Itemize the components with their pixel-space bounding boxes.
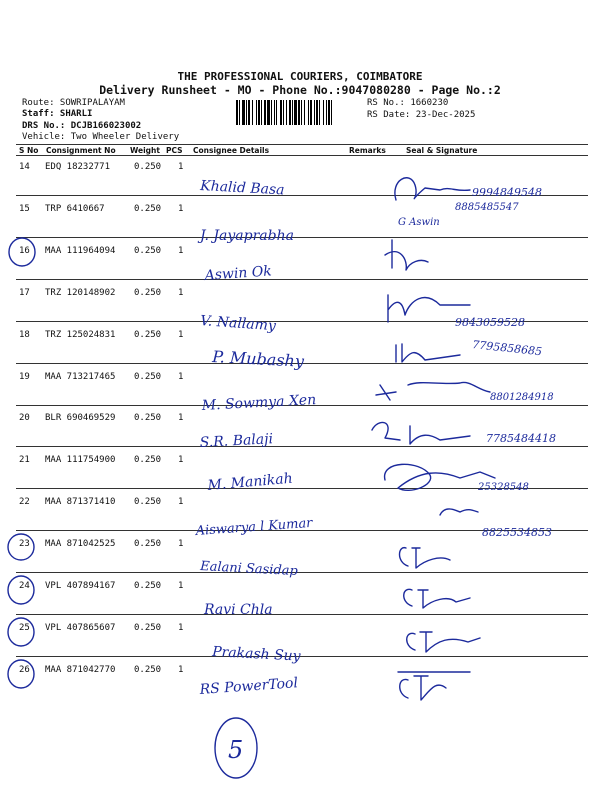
row-weight: 0.250 [134, 287, 162, 298]
row-pcs: 1 [178, 581, 184, 591]
consignee-sign-23: Ealani Sasidap [199, 559, 299, 580]
row-consignment-no: TRZ 125024831 [45, 329, 116, 340]
row-sno: 15 [19, 203, 30, 214]
barcode-image [236, 100, 364, 125]
row-consignment-no: TRZ 120148902 [45, 287, 116, 298]
signature-19 [376, 382, 490, 400]
row-weight: 0.250 [134, 455, 162, 466]
row-sno: 20 [19, 413, 30, 424]
barcode-bar [248, 100, 250, 125]
barcode-bar [280, 100, 282, 125]
tally-mark [215, 718, 257, 778]
row-sno: 25 [19, 622, 30, 633]
col-seal-signature: Seal & Signature [406, 146, 478, 155]
drs-number: DRS No.: DCJB166023002 [22, 121, 142, 131]
row-sno: 21 [19, 455, 30, 466]
row-pcs: 1 [178, 162, 184, 172]
col-consignee: Consignee Details [193, 146, 270, 155]
barcode-bar [236, 100, 238, 125]
row-divider [16, 363, 588, 364]
consignee-sign-20: S.R. Balaji [199, 431, 274, 451]
barcode-bar [316, 100, 318, 125]
route-label: Route: SOWRIPALAYAM [22, 98, 125, 108]
row-sno: 26 [19, 664, 30, 675]
row-sno: 23 [19, 539, 30, 550]
tally-circle [215, 718, 257, 778]
signature-23 [400, 548, 451, 568]
barcode-bar [289, 100, 291, 125]
header-rule-top [16, 144, 588, 145]
signature-22 [440, 509, 478, 515]
barcode-bar [328, 100, 330, 125]
signature-21 [385, 464, 495, 490]
row-pcs: 1 [178, 497, 184, 508]
row-weight: 0.250 [134, 162, 162, 172]
signature-phone-22: 8825534853 [482, 526, 552, 539]
consignee-sign-15: J. Jayaprabha [200, 228, 294, 244]
row-pcs: 1 [178, 539, 184, 550]
signature-26 [400, 676, 446, 700]
row-weight: 0.250 [134, 371, 162, 382]
barcode-bar [286, 100, 287, 125]
consignee-sign-18: P. Mubashy [211, 347, 305, 371]
row-weight: 0.250 [134, 497, 162, 508]
row-sno: 17 [19, 287, 30, 298]
col-sno: S No [19, 146, 39, 155]
row-sno: 14 [19, 162, 30, 172]
row-consignment-no: MAA 871042525 [45, 539, 116, 550]
consignee-sign-24: Ravi Chla [204, 602, 273, 618]
barcode-bar [298, 100, 300, 125]
row-pcs: 1 [178, 664, 184, 675]
barcode-bar [274, 100, 275, 125]
signature-24 [404, 589, 470, 608]
barcode-bar [271, 100, 272, 125]
row-consignment-no: TRP 6410667 [45, 203, 105, 214]
barcode-bar [261, 100, 262, 125]
row-consignment-no: MAA 111754900 [45, 455, 116, 466]
seal-signatures [372, 178, 556, 700]
row-divider [16, 488, 588, 489]
row-divider [16, 195, 588, 196]
row-divider [16, 321, 588, 322]
row-pcs: 1 [178, 455, 184, 466]
vehicle-label: Vehicle: Two Wheeler Delivery [22, 132, 180, 142]
signature-17 [388, 295, 470, 322]
barcode-bar [292, 100, 293, 125]
barcode-bar [331, 100, 332, 125]
row-divider [16, 572, 588, 573]
row-weight: 0.250 [134, 413, 162, 424]
barcode-bar [264, 100, 266, 125]
barcode-bar [256, 100, 257, 125]
barcode-bar [294, 100, 297, 125]
row-divider [16, 279, 588, 280]
barcode-bar [283, 100, 284, 125]
row-divider [16, 446, 588, 447]
col-remarks: Remarks [349, 146, 386, 155]
row-consignment-no: MAA 871042770 [45, 664, 116, 675]
row-divider [16, 614, 588, 615]
col-consignment: Consignment No [46, 146, 116, 155]
consignee-sign-16: Aswin Ok [204, 263, 273, 284]
row-sno: 19 [19, 371, 30, 382]
row-weight: 0.250 [134, 245, 162, 256]
signature-20 [372, 422, 470, 444]
row-pcs: 1 [178, 287, 184, 298]
row-weight: 0.250 [134, 622, 162, 633]
consignee-handwriting [194, 178, 316, 698]
tally-count: 5 [228, 736, 244, 764]
row-pcs: 1 [178, 371, 184, 382]
signature-25 [407, 632, 480, 652]
row-divider [16, 237, 588, 238]
row-sno: 24 [19, 581, 30, 591]
row-pcs: 1 [178, 413, 184, 424]
row-consignment-no: VPL 407865607 [45, 622, 116, 633]
barcode-bar [310, 100, 312, 125]
consignee-sign-17: V. Nallamy [199, 313, 277, 335]
barcode-bar [242, 100, 245, 125]
rs-number: RS No.: 1660230 [367, 98, 449, 108]
signature-phone-18: 7795858685 [471, 338, 543, 359]
row-divider [16, 405, 588, 406]
barcode-bar [308, 100, 309, 125]
signature-phone-19: 8801284918 [490, 392, 554, 403]
document-subtitle: Delivery Runsheet - MO - Phone No.:9047080280 - Page No.:2 [99, 83, 501, 97]
barcode-bar [326, 100, 327, 125]
signature-phone-15: 8885485547 [455, 202, 519, 213]
consignee-sign-21: M. Manikah [206, 470, 294, 494]
row-weight: 0.250 [134, 539, 162, 550]
consignee-sign-22: Aiswarya l Kumar [195, 515, 313, 539]
barcode-bar [323, 100, 324, 125]
signature-phone-21: 25328548 [478, 482, 529, 493]
row-pcs: 1 [178, 245, 184, 256]
barcode-bar [246, 100, 247, 125]
row-divider [16, 530, 588, 531]
row-weight: 0.250 [134, 329, 162, 340]
barcode-bar [314, 100, 315, 125]
row-pcs: 1 [178, 622, 184, 633]
barcode-bar [304, 100, 305, 125]
staff-label: Staff: SHARLI [22, 109, 93, 119]
row-pcs: 1 [178, 329, 184, 340]
consignee-sign-14: Khalid Basa [199, 178, 285, 199]
barcode-bar [252, 100, 253, 125]
barcode-bar [301, 100, 302, 125]
consignee-sign-25: Prakash Suy [211, 644, 301, 665]
header-rule-bottom [16, 155, 588, 156]
row-consignment-no: MAA 713217465 [45, 371, 116, 382]
row-divider [16, 656, 588, 657]
barcode-bar [239, 100, 240, 125]
signature-phone-14: 9994849548 [472, 186, 542, 199]
barcode-bar [276, 100, 277, 125]
signature-phone-20: 7785484418 [486, 432, 556, 445]
row-pcs: 1 [178, 203, 184, 214]
signature-15: G Aswin [398, 217, 440, 228]
signature-16 [385, 240, 428, 270]
signature-14 [395, 178, 470, 200]
row-consignment-no: BLR 690469529 [45, 413, 116, 424]
row-sno: 16 [19, 245, 30, 256]
consignee-sign-26: RS PowerTool [199, 675, 299, 698]
barcode-bar [258, 100, 260, 125]
row-consignment-no: VPL 407894167 [45, 581, 116, 591]
col-pcs: PCS [166, 146, 183, 155]
document-title: THE PROFESSIONAL COURIERS, COIMBATORE [177, 70, 423, 83]
signature-phone-17: 9843059528 [455, 316, 525, 329]
row-consignment-no: MAA 871371410 [45, 497, 116, 508]
row-consignment-no: MAA 111964094 [45, 245, 116, 256]
row-weight: 0.250 [134, 581, 162, 591]
row-sno: 18 [19, 329, 30, 340]
barcode-bar [267, 100, 270, 125]
rs-date: RS Date: 23-Dec-2025 [367, 110, 476, 120]
col-weight: Weight [130, 146, 160, 155]
row-weight: 0.250 [134, 203, 162, 214]
consignee-sign-19: M. Sowmya Xen [201, 392, 317, 414]
row-sno: 22 [19, 497, 30, 508]
row-consignment-no: EDQ 18232771 [45, 162, 111, 172]
barcode-bar [319, 100, 320, 125]
signature-18 [396, 344, 460, 362]
row-weight: 0.250 [134, 664, 162, 675]
